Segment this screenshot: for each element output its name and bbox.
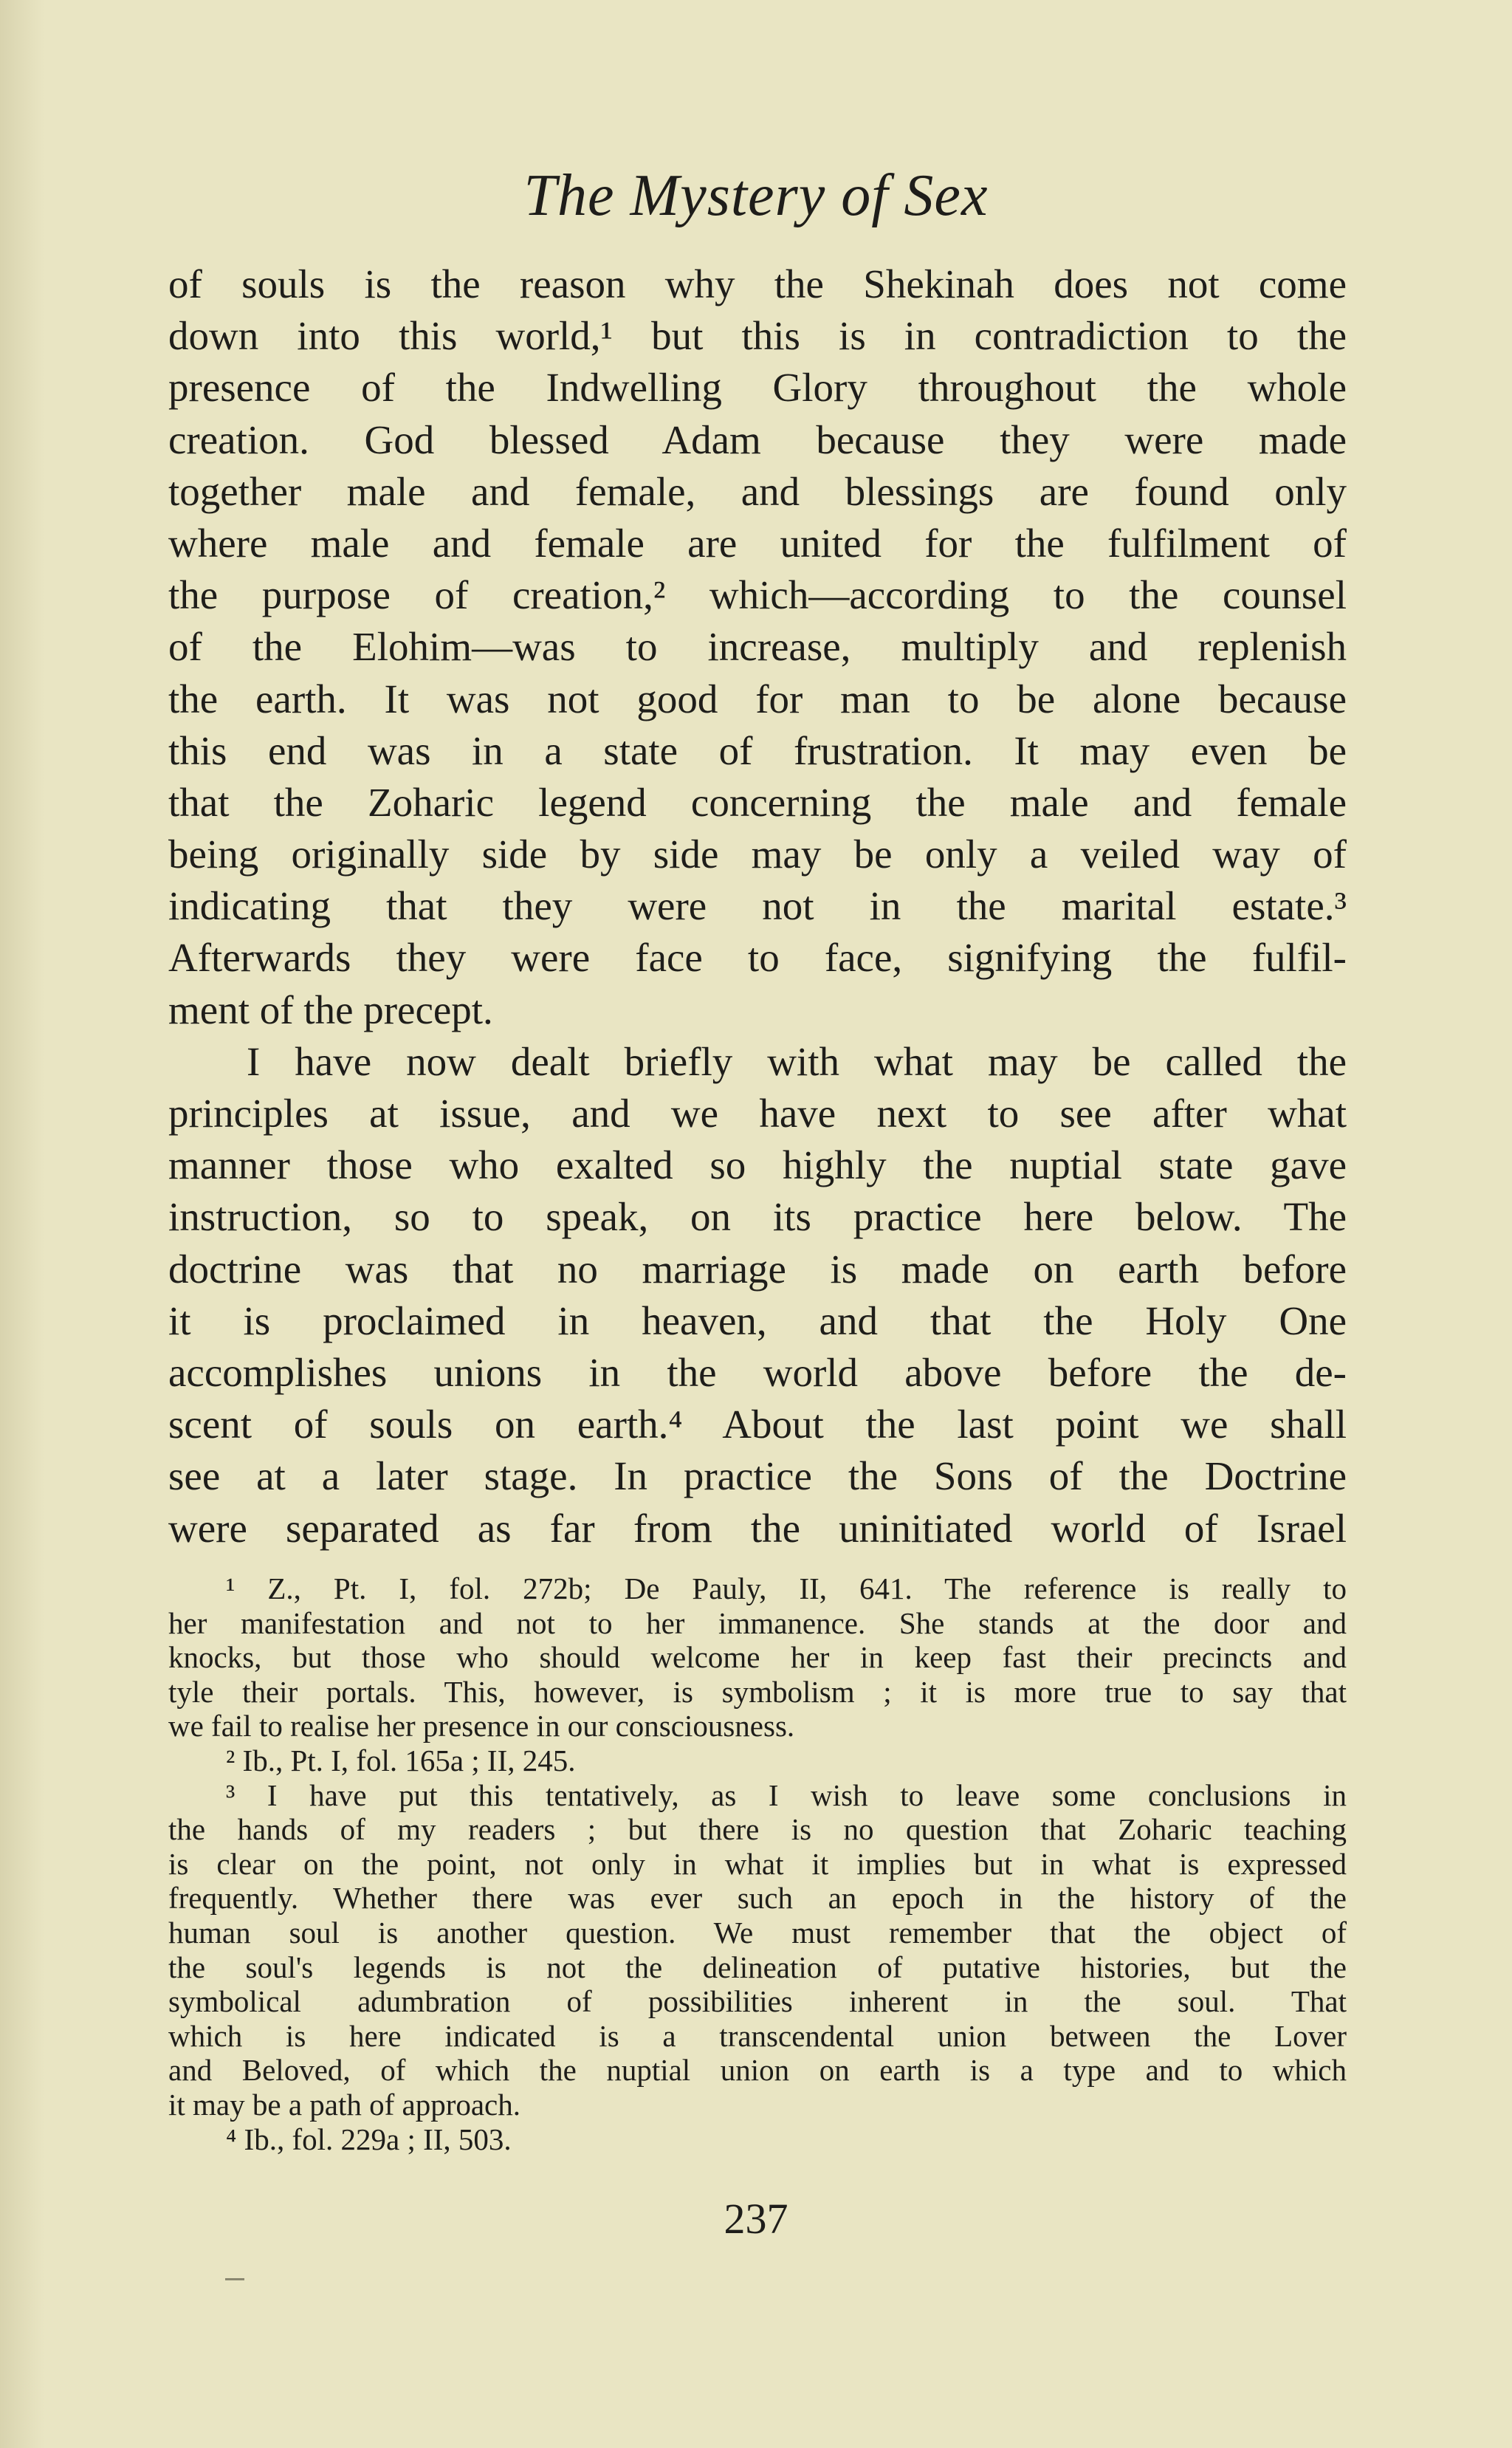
footnote-line: ⁴ Ib., fol. 229a ; II, 503. [226, 2122, 512, 2156]
text-line: ment of the precept. [168, 987, 493, 1032]
text-line: that the Zoharic legend concerning the male and female [168, 779, 1347, 825]
text-line: see at a later stage. In practice the Sons of the Doctrine [168, 1453, 1347, 1499]
text-line: it is proclaimed in heaven, and that the Holy One [168, 1297, 1347, 1343]
page-edge-shadow [0, 0, 44, 2448]
text-line: scent of souls on earth.⁴ About the last point we shall [168, 1402, 1347, 1447]
footnote-line: the hands of my readers ; but there is no question that Zoharic teaching [168, 1812, 1347, 1847]
stray-mark [225, 2278, 244, 2280]
footnote-line: ¹ Z., Pt. I, fol. 272b; De Pauly, II, 641. The reference is really to [226, 1571, 1347, 1605]
text-line: creation. God blessed Adam because they were made [168, 416, 1347, 462]
running-head: The Mystery of Sex [523, 163, 989, 228]
text-line: accomplishes unions in the world above before the de- [168, 1349, 1347, 1395]
text-line: together male and female, and blessings are found only [168, 468, 1347, 514]
footnote-line: and Beloved, of which the nuptial union on earth is a type and to which [168, 2053, 1347, 2088]
footnote-line: the soul's legends is not the delineation of putative histories, but the [168, 1950, 1347, 1984]
footnote-line: her manifestation and not to her immanence. She stands at the door and [168, 1605, 1347, 1640]
text-line: presence of the Indwelling Glory throughout the whole [168, 365, 1347, 411]
text-line: were separated as far from the uninitiated world of Israel [168, 1505, 1347, 1551]
text-line: of the Elohim—was to increase, multiply and replenish [168, 624, 1347, 670]
text-line: this end was in a state of frustration. It may even be [168, 727, 1347, 773]
footnote-line: ³ I have put this tentatively, as I wish to leave some conclusions in [226, 1777, 1347, 1812]
text-line: where male and female are united for the fulfilment of [168, 520, 1347, 566]
footnotes [168, 1571, 1347, 2156]
text-line: the earth. It was not good for man to be alone because [168, 676, 1347, 721]
main-text [168, 258, 1347, 1554]
footnote-line: human soul is another question. We must remember that the object of [168, 1915, 1347, 1950]
footnote-line: symbolical adumbration of possibilities inherent in the soul. That [168, 1984, 1347, 2019]
text-line: Afterwards they were face to face, signifying the fulfil- [168, 935, 1347, 981]
text-line: being originally side by side may be only a veiled way of [168, 832, 1347, 877]
text-line: instruction, so to speak, on its practice here below. The [168, 1194, 1347, 1240]
text-line: doctrine was that no marriage is made on earth before [168, 1246, 1347, 1292]
footnote-line: which is here indicated is a transcendental union between the Lover [168, 2018, 1347, 2053]
footnote-line: is clear on the point, not only in what it implies but in what is expressed [168, 1846, 1347, 1881]
text-line: principles at issue, and we have next to see after what [168, 1091, 1347, 1136]
text-line: of souls is the reason why the Shekinah does not come [168, 261, 1347, 306]
text-line: indicating that they were not in the marital estate.³ [168, 883, 1347, 929]
text-line: I have now dealt briefly with what may be called the [247, 1038, 1347, 1084]
page-number: 237 [724, 2195, 788, 2243]
text-line: the purpose of creation,² which—according to the counsel [168, 572, 1347, 618]
footnote-line: frequently. Whether there was ever such an epoch in the history of the [168, 1881, 1347, 1916]
text-line: down into this world,¹ but this is in contradiction to the [168, 313, 1347, 359]
footnote-line: tyle their portals. This, however, is symbolism ; it is more true to say that [168, 1674, 1347, 1709]
text-line: manner those who exalted so highly the nuptial state gave [168, 1142, 1347, 1188]
footnote-line: it may be a path of approach. [168, 2087, 521, 2122]
footnote-line: we fail to realise her presence in our consciousness. [168, 1709, 795, 1744]
footnote-line: ² Ib., Pt. I, fol. 165a ; II, 245. [226, 1743, 576, 1777]
footnote-line: knocks, but those who should welcome her in keep fast their precincts and [168, 1640, 1347, 1675]
